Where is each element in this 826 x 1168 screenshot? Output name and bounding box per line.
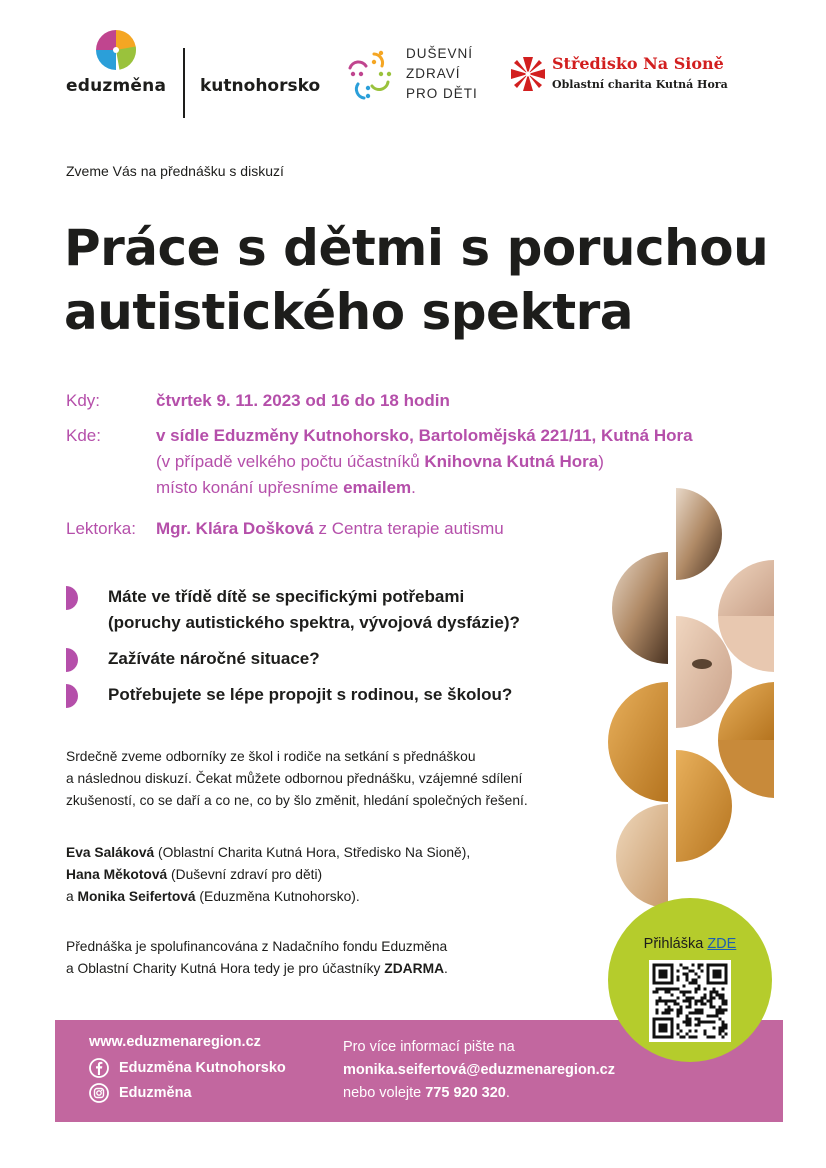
- dusevni-zdravi-text: DUŠEVNÍ ZDRAVÍ PRO DĚTI: [406, 46, 478, 101]
- when-label: Kdy:: [66, 391, 101, 410]
- organizer-line: a Monika Seifertová (Eduzměna Kutnohorsko).: [66, 889, 360, 904]
- eduzmena-logo: [66, 28, 170, 98]
- half-circle-bullet-icon: [66, 648, 78, 672]
- title-line-1: Práce s dětmi s poruchou: [64, 219, 769, 277]
- logo-divider: [183, 48, 185, 118]
- collage-piece: [612, 552, 668, 664]
- photo-collage: [584, 486, 784, 906]
- collage-piece: [616, 804, 668, 906]
- invitation-paragraph: Srdečně zveme odborníky ze škol i rodiče na setkání s přednáškou a následnou diskuzí. Čekat můžete odbornou přednášku, vzájemné sdílení zkušeností, co se daří a co ne, co by šlo změnit, hledání společných řešení.: [66, 749, 528, 808]
- smiley-faces-icon: [344, 46, 400, 102]
- where-alt: (v případě velkého počtu účastníků Knihovna Kutná Hora): [156, 452, 604, 471]
- contact-phone[interactable]: 775 920 320: [425, 1085, 506, 1101]
- funding-paragraph: Přednáška je spolufinancována z Nadačního fondu Eduzměna a Oblastní Charity Kutná Hora tedy je pro účastníky ZDARMA.: [66, 939, 448, 976]
- pinwheel-icon: [94, 28, 138, 72]
- facebook-icon: [89, 1058, 109, 1078]
- where-address: v sídle Eduzměny Kutnohorsko, Bartolomějská 221/11, Kutná Hora: [156, 426, 693, 445]
- half-circle-bullet-icon: [66, 684, 78, 708]
- facebook-link[interactable]: Eduzměna Kutnohorsko: [89, 1057, 286, 1079]
- title-line-2: autistického spektra: [64, 283, 634, 341]
- collage-piece: [718, 560, 774, 616]
- organizer-line: Hana Měkotová (Duševní zdraví pro děti): [66, 867, 323, 882]
- sione-title: Středisko Na Sioně: [552, 54, 724, 73]
- eduzmena-wordmark: eduzměna: [66, 76, 167, 96]
- kutnohorsko-wordmark: kutnohorsko: [200, 76, 321, 96]
- collage-piece: [608, 682, 668, 802]
- collage-piece: [676, 488, 722, 580]
- question-item: Máte ve třídě dítě se specifickými potřebami (poruchy autistického spektra, vývojová dysfázie)?: [66, 584, 586, 636]
- lecturer-value: Mgr. Klára Došková z Centra terapie autismu: [156, 519, 504, 538]
- instagram-link[interactable]: Eduzměna: [89, 1082, 192, 1104]
- registration-badge: [608, 898, 772, 1062]
- question-item: Potřebujete se lépe propojit s rodinou, se školou?: [66, 682, 586, 708]
- when-value: čtvrtek 9. 11. 2023 od 16 do 18 hodin: [156, 391, 450, 410]
- where-note: místo konání upřesníme emailem.: [156, 478, 416, 497]
- contact-email[interactable]: monika.seifertová@eduzmenaregion.cz: [343, 1062, 615, 1078]
- where-label: Kde:: [66, 426, 101, 445]
- registration-link[interactable]: ZDE: [707, 936, 737, 952]
- page-title: [64, 216, 784, 344]
- charity-cross-icon: [510, 56, 546, 92]
- stredisko-na-sione-logo: [510, 54, 740, 98]
- invite-text: Zveme Vás na přednášku s diskuzí: [66, 163, 284, 179]
- question-list: [66, 584, 586, 718]
- question-item: Zažíváte náročné situace?: [66, 646, 586, 672]
- organizer-line: Eva Saláková (Oblastní Charita Kutná Hora, Středisko Na Sioně),: [66, 845, 471, 860]
- half-circle-bullet-icon: [66, 586, 78, 610]
- sione-subtitle: Oblastní charita Kutná Hora: [552, 78, 728, 91]
- organizers-paragraph: [66, 842, 606, 908]
- dusevni-zdravi-logo: [344, 44, 484, 104]
- collage-piece: [692, 659, 712, 669]
- contact-info: Pro více informací pište na monika.seifertová@eduzmenaregion.cz nebo volejte 775 920 320.: [343, 1039, 615, 1101]
- website-link[interactable]: www.eduzmenaregion.cz: [89, 1034, 261, 1050]
- instagram-icon: [89, 1083, 109, 1103]
- lecturer-label: Lektorka:: [66, 519, 136, 538]
- registration-label: Přihláška ZDE: [643, 936, 737, 952]
- collage-piece: [676, 750, 732, 862]
- qr-code-icon[interactable]: [649, 960, 731, 1042]
